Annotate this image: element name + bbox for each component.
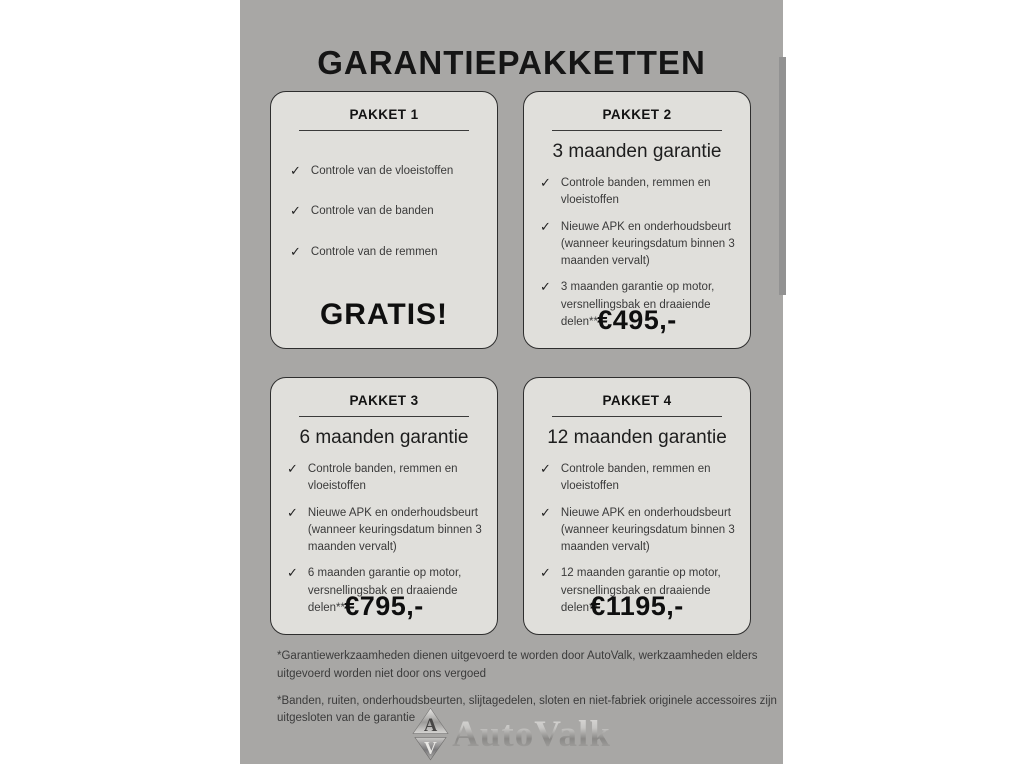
check-icon: ✓: [290, 243, 301, 259]
package-subtitle: 6 maanden garantie: [299, 427, 469, 448]
logo-wordmark: AutoValk: [452, 714, 611, 755]
list-item: [290, 244, 484, 261]
autovalk-logo: [240, 708, 783, 761]
page-title: GARANTIEPAKKETTEN: [317, 44, 706, 82]
check-icon: ✓: [540, 218, 551, 234]
divider: [552, 416, 722, 417]
divider: [299, 130, 469, 131]
footnote-warranty-work: *Garantiewerkzaamheden dienen uitgevoerd te worden door AutoValk, werkzaamheden elders uitgevoerd worden niet door ons vergoed: [277, 650, 758, 680]
list-item: [290, 203, 484, 220]
package-name: PAKKET 4: [602, 393, 672, 408]
check-icon: ✓: [287, 461, 298, 476]
logo-letter-a: A: [423, 716, 438, 737]
package-name: PAKKET 2: [602, 107, 672, 122]
package-name: PAKKET 3: [349, 393, 419, 408]
benefit-text: Controle banden, remmen en vloeistoffen: [307, 463, 458, 493]
list-item: [290, 163, 484, 180]
package-subtitle: 12 maanden garantie: [547, 427, 727, 448]
benefit-text: 6 maanden garantie op motor, versnellingsbak en draaiende delen**: [307, 567, 462, 614]
list-item: [540, 219, 737, 271]
list-item: [287, 461, 484, 496]
benefit-text: Controle banden, remmen en vloeistoffen: [560, 463, 711, 493]
package-subtitle: 3 maanden garantie: [552, 141, 722, 162]
autovalk-diamond-icon: [412, 708, 449, 761]
list-item: [540, 505, 737, 557]
check-icon: ✓: [290, 203, 301, 219]
logo-letter-v: V: [424, 737, 437, 758]
package-price: €795,-: [344, 591, 424, 621]
package-price: €495,-: [597, 305, 677, 335]
benefit-text: Controle van de banden: [310, 205, 434, 218]
footnote-exclusions: *Banden, ruiten, onderhoudsbeurten, slijtagedelen, sloten en niet-fabriek originele accessoires zijn uitgesloten van de garantie: [277, 694, 777, 725]
package-card-pakket-4: [523, 377, 751, 635]
list-item: [540, 461, 737, 496]
benefit-text: Controle van de remmen: [310, 245, 438, 258]
package-price: GRATIS!: [319, 298, 449, 331]
benefit-text: Nieuwe APK en onderhoudsbeurt (wanneer keuringsdatum binnen 3 maanden vervalt): [307, 506, 482, 553]
garantiepakketten-poster: [240, 0, 783, 764]
divider: [299, 416, 469, 417]
package-card-pakket-1: [270, 91, 498, 349]
benefit-text: 12 maanden garantie op motor, versnellingsbak en draaiende delen**: [560, 567, 721, 614]
benefit-text: Controle banden, remmen en vloeistoffen: [560, 177, 711, 207]
benefit-text: 3 maanden garantie op motor, versnellingsbak en draaiende delen**: [560, 281, 715, 328]
list-item: [540, 175, 737, 210]
scrollbar-thumb[interactable]: [779, 57, 786, 295]
package-card-pakket-2: [523, 91, 751, 349]
list-item: [287, 505, 484, 557]
package-benefits-list: [284, 163, 484, 261]
divider: [552, 130, 722, 131]
benefit-text: Controle van de vloeistoffen: [310, 165, 454, 177]
package-price: €1195,-: [590, 591, 684, 621]
check-icon: ✓: [287, 565, 298, 581]
benefit-text: Nieuwe APK en onderhoudsbeurt (wanneer keuringsdatum binnen 3 maanden vervalt): [560, 220, 735, 267]
benefit-text: Nieuwe APK en onderhoudsbeurt (wanneer keuringsdatum binnen 3 maanden vervalt): [560, 506, 735, 553]
check-icon: ✓: [540, 565, 551, 581]
check-icon: ✓: [540, 461, 551, 476]
package-card-pakket-3: [270, 377, 498, 635]
check-icon: ✓: [540, 279, 551, 295]
check-icon: ✓: [540, 175, 551, 190]
check-icon: ✓: [540, 504, 551, 520]
package-name: PAKKET 1: [349, 107, 419, 122]
check-icon: ✓: [287, 504, 298, 520]
check-icon: ✓: [290, 163, 301, 178]
